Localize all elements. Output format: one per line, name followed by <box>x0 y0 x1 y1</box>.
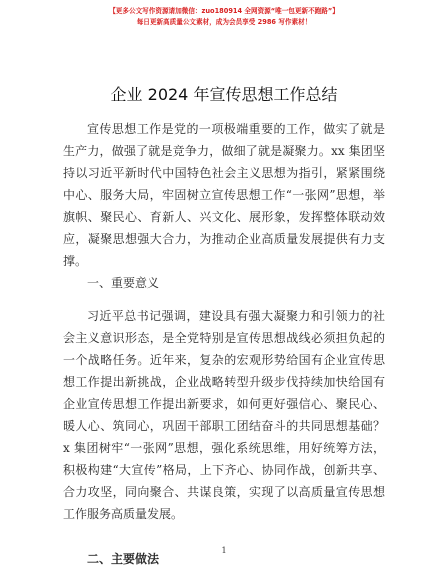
paragraph-significance: 习近平总书记强调，建设具有强大凝聚力和引领力的社会主义意识形态，是全党特别是宣传思想战线必须担负起的一个战略任务。近年来，复杂的宏观形势给国有企业宣传思想工作提出新挑战，企业战略转型升级步伐持续加快给国有企业宣传思想工作提出新要求，如何更好强信心、聚民心、暖人心、筑同心，巩固干部职工团结奋斗的共同思想基础？ x 集团树牢“一张网”思想，强化系统思维，用好统筹方法，积极构建“大宣传”格局，上下齐心、协同作战，创新共享、合力攻坚，同向聚合、共谋良策，实现了以高质量宣传思想工作服务高质量发展。 <box>63 309 385 521</box>
promo-banner-line-2: 每日更新高质量公文素材，成为会员享受 2986 写作素材！ <box>136 18 312 26</box>
section-heading-practices: 二、主要做法 <box>87 552 160 566</box>
promo-banner <box>0 6 448 28</box>
promo-banner-line-1: 【更多公文写作资源请加微信：zuo180914 全网资源“唯一包更新不跑路”】 <box>109 7 339 15</box>
page-number: 1 <box>221 546 227 555</box>
section-heading-significance: 一、重要意义 <box>87 276 160 290</box>
document-body <box>63 118 385 570</box>
paragraph-intro: 宣传思想工作是党的一项极端重要的工作，做实了就是生产力，做强了就是竞争力，做细了就是凝聚力。xx 集团坚持以习近平新时代中国特色社会主义思想为指引，紧紧围绕中心、服务大局，牢固树立宣传思想工作“一张网”思想，举旗帜、聚民心、育新人、兴文化、展形象，发挥整体联动效应，凝聚思想强大合力，为推动企业高质量发展提供有力支撑。 <box>63 122 385 268</box>
document-title: 企业 2024 年宣传思想工作总结 <box>110 85 338 104</box>
